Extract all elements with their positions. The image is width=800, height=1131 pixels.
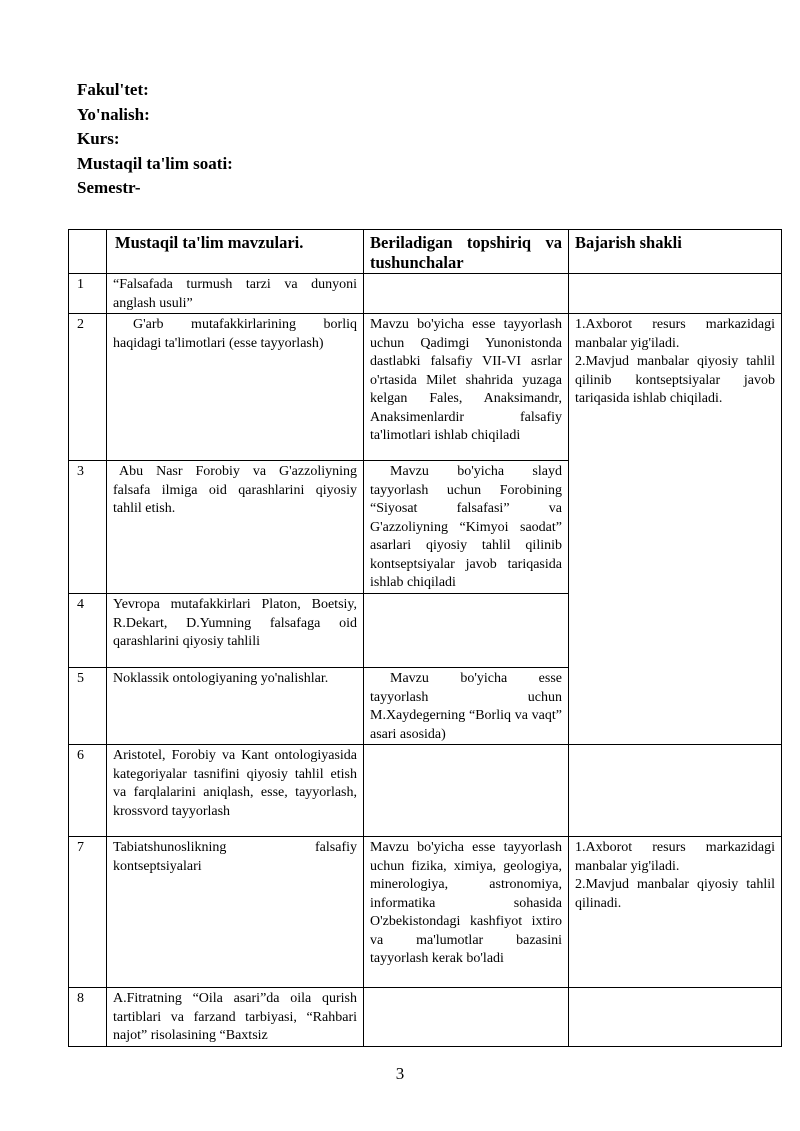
page-number: 3 — [395, 1064, 405, 1083]
row-task: Mavzu bo'yicha esse tayyorlash uchun M.Xaydegerning “Borliq va vaqt” asari asosida) — [364, 668, 569, 745]
row-form — [569, 274, 782, 314]
row-form — [569, 745, 782, 837]
document-header — [77, 78, 233, 201]
row-form: 1.Axborot resurs markazidagi manbalar yig'iladi. 2.Mavjud manbalar qiyosiy tahlil qilinadi. — [569, 837, 782, 988]
self-study-table — [68, 229, 782, 1047]
table-row — [69, 314, 782, 461]
table-row — [69, 745, 782, 837]
row-task — [364, 594, 569, 668]
row-form: 1.Axborot resurs markazidagi manbalar yig'iladi. 2.Mavjud manbalar qiyosiy tahlil qilinib kontseptsiyalar javob tariqasida ishlab chiqiladi. — [569, 314, 782, 461]
row-form — [569, 988, 782, 1047]
row-form — [569, 461, 782, 594]
row-topic: Abu Nasr Forobiy va G'azzoliyning falsafa ilmiga oid qarashlarini qiyosiy tahlil etish. — [107, 461, 364, 594]
course-label: Kurs: — [77, 129, 120, 148]
col-header-tasks: Beriladigan topshiriq va tushunchalar — [364, 230, 569, 274]
row-task — [364, 274, 569, 314]
col-header-form: Bajarish shakli — [569, 230, 782, 274]
row-form — [569, 668, 782, 745]
row-task — [364, 745, 569, 837]
semester-label: Semestr- — [77, 178, 141, 197]
row-topic: Aristotel, Forobiy va Kant ontologiyasida kategoriyalar tasnifini qiyosiy tahlil etish va farqlalarini aniqlash, esse, tayyorlash, krossvord tayyorlash — [107, 745, 364, 837]
table-header-row — [69, 230, 782, 274]
faculty-label: Fakul'tet: — [77, 80, 149, 99]
row-topic: Yevropa mutafakkirlari Platon, Boetsiy, R.Dekart, D.Yumning falsafaga oid qarashlarini qiyosiy tahlili — [107, 594, 364, 668]
row-task: Mavzu bo'yicha esse tayyorlash uchun Qadimgi Yunonistonda dastlabki falsafiy VII-VI asrlar o'rtasida Milet shahrida yuzaga kelgan Fales, Anaksimandr, Anaksimenlardir falsafiy ta'limotlari ishlab chiqiladi — [364, 314, 569, 461]
row-number: 1 — [69, 274, 107, 314]
row-task: Mavzu bo'yicha esse tayyorlash uchun fizika, ximiya, geologiya, minerologiya, astronomiya, informatika sohasida O'zbekistondagi kashfiyot ixtiro va ma'lumotlar bazasini tayyorlash kerak bo'ladi — [364, 837, 569, 988]
table-row — [69, 988, 782, 1047]
col-header-number — [69, 230, 107, 274]
row-number: 4 — [69, 594, 107, 668]
row-number: 5 — [69, 668, 107, 745]
row-number: 6 — [69, 745, 107, 837]
row-topic: A.Fitratning “Oila asari”da oila qurish tartiblari va farzand tarbiyasi, “Rahbari najot” risolasining “Baxtsiz — [107, 988, 364, 1047]
self-study-hours-label: Mustaqil ta'lim soati: — [77, 153, 233, 173]
row-topic: G'arb mutafakkirlarining borliq haqidagi ta'limotlari (esse tayyorlash) — [107, 314, 364, 461]
row-number: 8 — [69, 988, 107, 1047]
table-row — [69, 668, 782, 745]
table-row — [69, 274, 782, 314]
row-task — [364, 988, 569, 1047]
table-row — [69, 837, 782, 988]
row-number: 7 — [69, 837, 107, 988]
table-row — [69, 594, 782, 668]
table-row — [69, 461, 782, 594]
direction-label: Yo'nalish: — [77, 104, 150, 124]
row-number: 3 — [69, 461, 107, 594]
col-header-topics: Mustaqil ta'lim mavzulari. — [107, 230, 364, 274]
row-number: 2 — [69, 314, 107, 461]
row-topic: Tabiatshunoslikning falsafiy kontseptsiyalari — [107, 837, 364, 988]
row-topic: “Falsafada turmush tarzi va dunyoni anglash usuli” — [107, 274, 364, 314]
row-topic: Noklassik ontologiyaning yo'nalishlar. — [107, 668, 364, 745]
row-task: Mavzu bo'yicha slayd tayyorlash uchun Forobining “Siyosat falsafasi” va G'azzoliyning “Kimyoi saodat” asarlari qiyosiy tahlil qilinib kontseptsiyalar javob tariqasida ishlab chiqiladi — [364, 461, 569, 594]
row-form — [569, 594, 782, 668]
